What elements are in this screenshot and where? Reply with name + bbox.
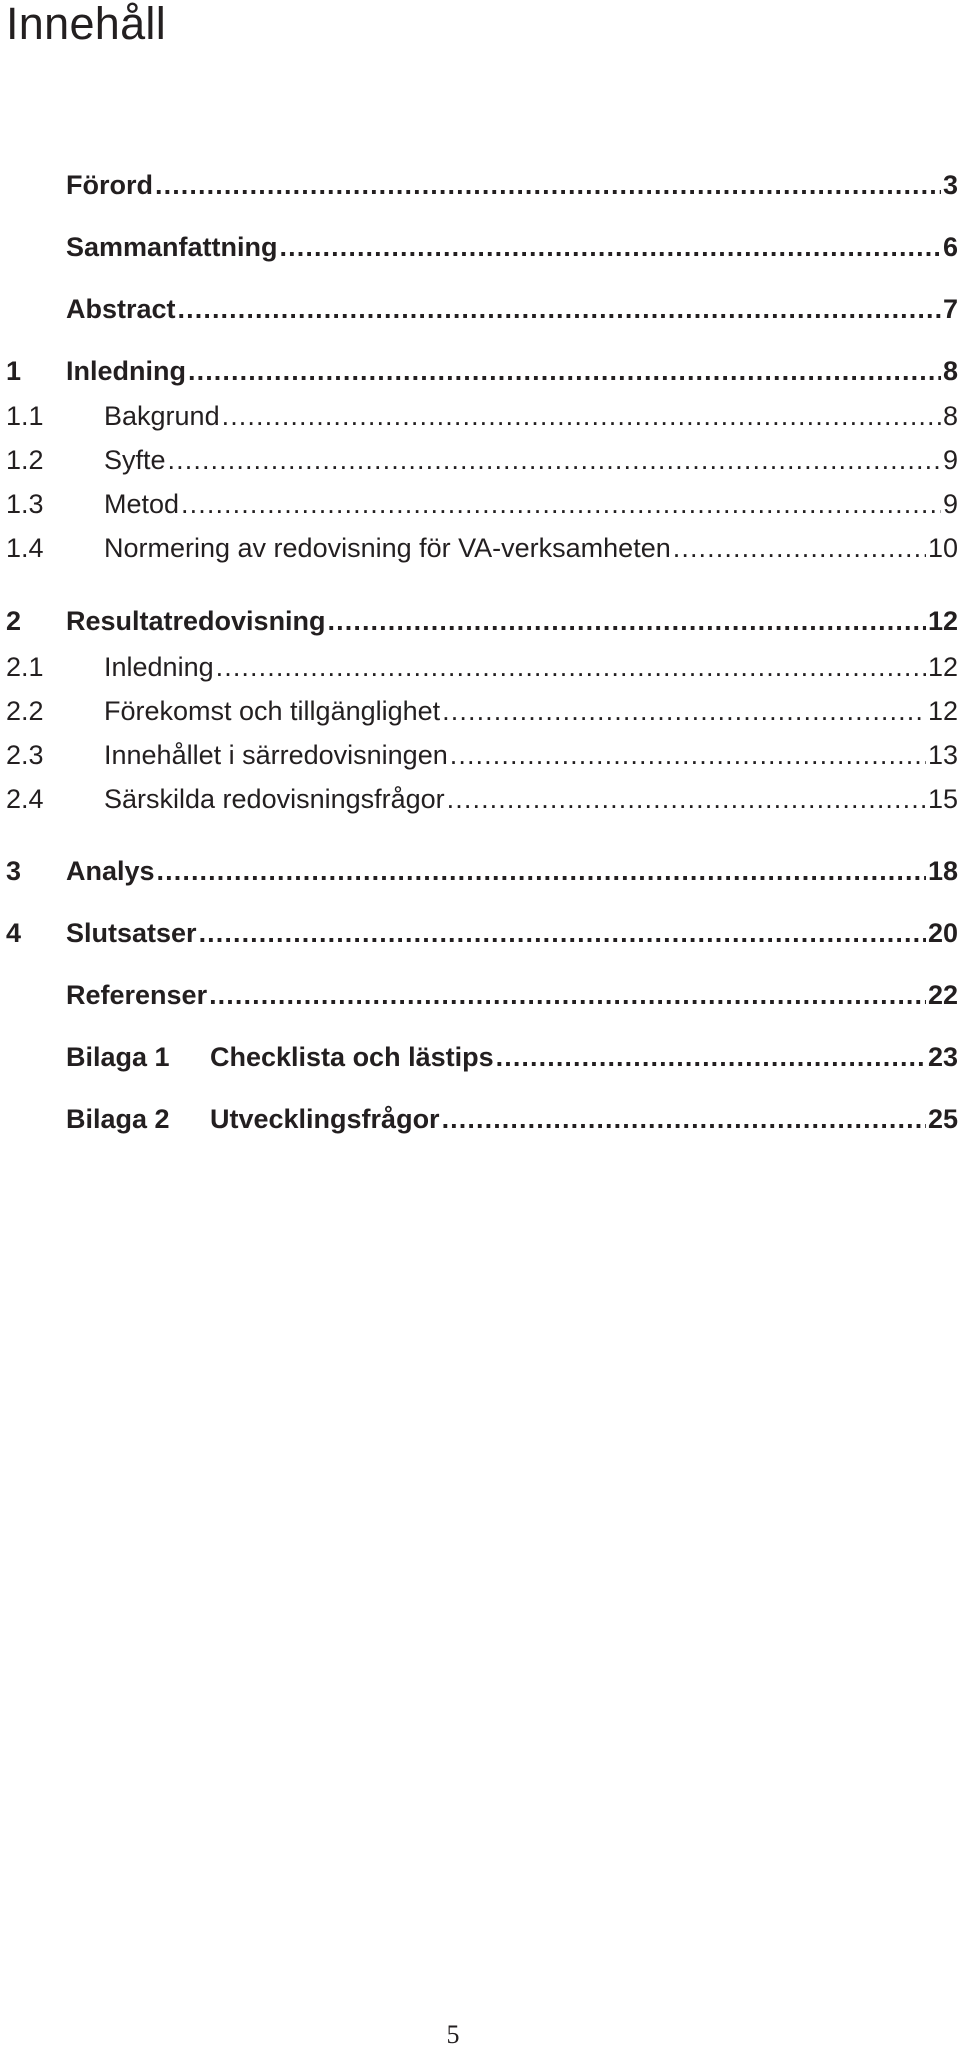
toc-number: 2.3 bbox=[6, 740, 44, 770]
dot-leader bbox=[216, 649, 926, 685]
dot-leader bbox=[442, 1101, 926, 1137]
toc-entry-appendix-1 bbox=[0, 1039, 958, 1075]
toc-page-number: 6 bbox=[942, 232, 958, 262]
toc-page-number: 20 bbox=[927, 918, 958, 948]
toc-entry-foreword bbox=[0, 167, 958, 203]
toc-label: Metod bbox=[104, 489, 180, 519]
toc-label: Analys bbox=[66, 856, 155, 886]
page-title: Innehåll bbox=[6, 0, 167, 49]
toc-number: 1.2 bbox=[6, 445, 44, 475]
toc-entry-section-1-2 bbox=[0, 442, 958, 478]
toc-page-number: 8 bbox=[942, 356, 958, 386]
toc-label: Förord bbox=[66, 170, 153, 200]
toc-label: Förekomst och tillgänglighet bbox=[104, 696, 441, 726]
toc-page-number: 23 bbox=[927, 1042, 958, 1072]
toc-entry-appendix-2 bbox=[0, 1101, 958, 1137]
dot-leader bbox=[673, 530, 926, 566]
dot-leader bbox=[280, 229, 941, 265]
toc-page-number: 9 bbox=[942, 489, 958, 519]
toc-entry-abstract bbox=[0, 291, 958, 327]
toc-label: Inledning bbox=[66, 356, 186, 386]
toc-entry-chapter-4 bbox=[0, 915, 958, 951]
toc-entry-chapter-1 bbox=[0, 353, 958, 389]
toc-number: 1.1 bbox=[6, 401, 44, 431]
appendix-title: Utvecklingsfrågor bbox=[210, 1104, 440, 1134]
toc-label: Bakgrund bbox=[104, 401, 220, 431]
toc-entry-section-2-2 bbox=[0, 693, 958, 729]
toc-label: Referenser bbox=[66, 980, 208, 1010]
toc-page-number: 15 bbox=[927, 784, 958, 814]
dot-leader bbox=[222, 398, 941, 434]
toc-page-number: 12 bbox=[927, 652, 958, 682]
toc-number: 2 bbox=[6, 606, 22, 636]
appendix-title: Checklista och lästips bbox=[210, 1042, 494, 1072]
dot-leader bbox=[181, 486, 941, 522]
toc-label bbox=[66, 1101, 440, 1137]
toc-label: Inledning bbox=[104, 652, 214, 682]
toc-page-number: 22 bbox=[927, 980, 958, 1010]
toc-entry-section-2-3 bbox=[0, 737, 958, 773]
dot-leader bbox=[168, 442, 941, 478]
toc-label: Abstract bbox=[66, 294, 176, 324]
dot-leader bbox=[442, 693, 926, 729]
appendix-name: Bilaga 1 bbox=[66, 1042, 170, 1072]
appendix-name: Bilaga 2 bbox=[66, 1104, 170, 1134]
dot-leader bbox=[209, 977, 926, 1013]
toc-label: Normering av redovisning för VA-verksamheten bbox=[104, 533, 671, 563]
toc-page-number: 25 bbox=[927, 1104, 958, 1134]
toc-number: 3 bbox=[6, 856, 22, 886]
toc-entry-section-1-3 bbox=[0, 486, 958, 522]
toc-label: Sammanfattning bbox=[66, 232, 278, 262]
toc-page-number: 8 bbox=[942, 401, 958, 431]
toc-entry-chapter-3 bbox=[0, 853, 958, 889]
toc-number: 1.3 bbox=[6, 489, 44, 519]
toc-entry-section-2-1 bbox=[0, 649, 958, 685]
footer-page-number: 5 bbox=[446, 2020, 460, 2049]
toc-page-number: 18 bbox=[927, 856, 958, 886]
toc-entry-section-2-4 bbox=[0, 781, 958, 817]
toc-entry-chapter-2 bbox=[0, 603, 958, 639]
toc-page-number: 12 bbox=[927, 606, 958, 636]
toc-number: 2.1 bbox=[6, 652, 44, 682]
toc-number: 2.2 bbox=[6, 696, 44, 726]
toc-label: Syfte bbox=[104, 445, 166, 475]
toc-number: 4 bbox=[6, 918, 22, 948]
toc-label bbox=[66, 1039, 494, 1075]
toc-label: Innehållet i särredovisningen bbox=[104, 740, 448, 770]
toc-page-number: 9 bbox=[942, 445, 958, 475]
toc-entry-section-1-4 bbox=[0, 530, 958, 566]
toc-page-number: 13 bbox=[927, 740, 958, 770]
toc-page-number: 12 bbox=[927, 696, 958, 726]
dot-leader bbox=[188, 353, 941, 389]
toc-label: Resultatredovisning bbox=[66, 606, 326, 636]
toc-label: Särskilda redovisningsfrågor bbox=[104, 784, 445, 814]
dot-leader bbox=[447, 781, 926, 817]
toc-number: 1.4 bbox=[6, 533, 44, 563]
dot-leader bbox=[157, 853, 926, 889]
dot-leader bbox=[178, 291, 941, 327]
dot-leader bbox=[328, 603, 926, 639]
dot-leader bbox=[155, 167, 941, 203]
toc-entry-section-1-1 bbox=[0, 398, 958, 434]
toc-page-number: 3 bbox=[942, 170, 958, 200]
toc-page-number: 10 bbox=[927, 533, 958, 563]
toc-label: Slutsatser bbox=[66, 918, 197, 948]
toc-entry-summary bbox=[0, 229, 958, 265]
dot-leader bbox=[450, 737, 926, 773]
toc-entry-references bbox=[0, 977, 958, 1013]
dot-leader bbox=[199, 915, 926, 951]
toc-page-number: 7 bbox=[942, 294, 958, 324]
dot-leader bbox=[496, 1039, 926, 1075]
toc-number: 2.4 bbox=[6, 784, 44, 814]
toc-number: 1 bbox=[6, 356, 22, 386]
